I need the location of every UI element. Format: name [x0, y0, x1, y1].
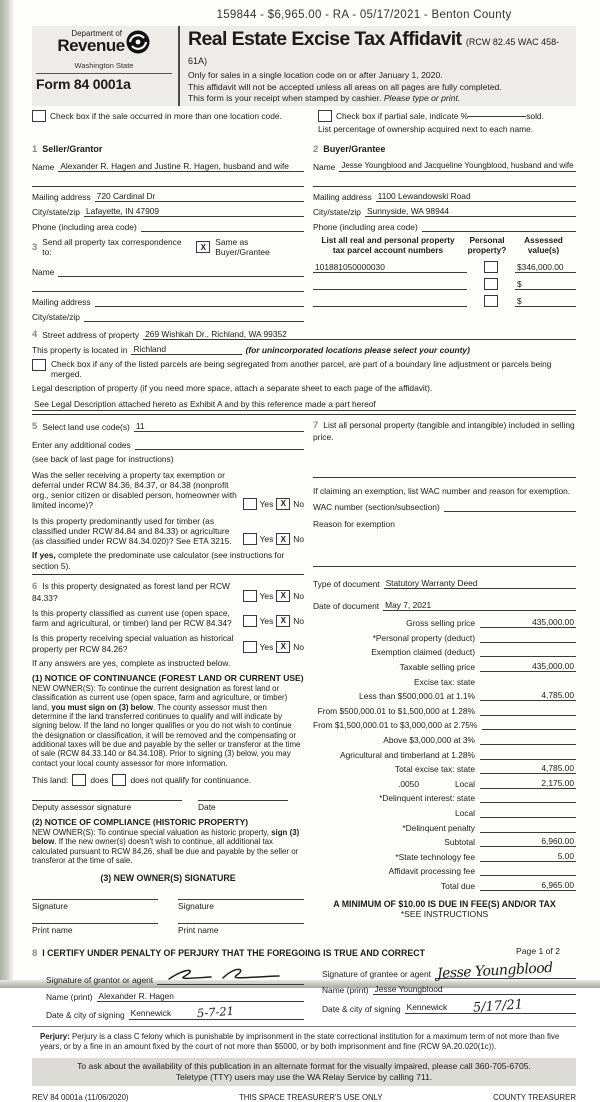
deputy-assessor-signature-line[interactable]: Deputy assessor signature — [32, 800, 182, 812]
section-divider — [32, 414, 576, 415]
legal-description-field[interactable]: See Legal Description attached hereto as Exhibit A and by this reference made a part hereof — [32, 397, 576, 411]
partial-sale-sold-label: sold. — [526, 111, 544, 122]
county-note: (for unincorporated locations please select your county) — [245, 345, 470, 356]
doc-date-field[interactable]: May 7, 2021 — [383, 600, 576, 611]
forest-question: 6 Is this property designated as forest land per RCW 84.33? — [32, 580, 230, 603]
seller-name-field[interactable]: Alexander R. Hagen and Justine R. Hagen, husband and wife — [58, 161, 304, 172]
current-use-question: Is this property classified as current use (open space, farm and agricultural, or timber) land per RCW 84.34? — [32, 607, 232, 629]
grantor-signature-scribble — [165, 966, 283, 986]
section-5-6: 5 Select land use code(s) 11 Enter any additional codes (see back of last page for instructions) Was the seller receiving a property tax exemption or deferral under RCW 84.36, 84.37, or 84.38 (nonprofit org., senior citizen or disabled person, homeowner with limited income)? Yes X No Is this property predominantly used for timber (as classified under RCW 84.84 and 84.33) or agriculture (as classified under RCW 84.34.020)? See ETA 3215. Yes X No If yes, complete the predominate use calculator (see instructions for section 5). 6 Is this property designated as forest land per RCW 84.33? Yes X No Is this property classified as current use (open space, farm and agricultural, or timber) land per RCW 84.34? Yes X No Is this property receiving special valuation as historical property per RCW 84.26? Yes X No If any answers are yes, complete as instructed below. (1) NOTICE OF CONTINUANCE (FOREST LAND OR CURRENT USE) NEW OWNER(S): To continue the current designation as forest land or classification as current use (open space, farm and agriculture, or timber) land, you must sign on (3) below. The county assessor must then determine if the land transferred continues to qualify and will indicate by signing below. If the land no longer qualifies or you do not wish to continue the designation or classification, it will be removed and the compensating or additional taxes will be due and payable by the seller or transferor at the time of sale (RCW 84.33.140 or 84.34.108). Prior to signing (3) below, you may contact your local county assessor for more information. This land: does does not qualify for continuance. Deputy assessor signature Date (2) NOTICE OF COMPLIANCE (HISTORIC PROPERTY) NEW OWNER(S): To continue special valuation as historic property, sign (3) below. If the new owner(s) doesn't wish to continue, all additional tax calculated pursuant to RCW 84.26, shall be due and payable by the seller or transferor at the time of sale. (3) NEW OWNER(S) SIGNATURE Signature Signature Print name Print name — [32, 421, 304, 936]
form-header — [32, 26, 576, 106]
grantee-handwritten-signature: Jesse Youngblood — [436, 960, 554, 983]
seller-heading: Seller/Grantor — [42, 144, 103, 155]
buyer-city-field[interactable]: Sunnyside, WA 98944 — [365, 206, 576, 217]
scan-edge-left — [0, 0, 14, 988]
personal-property-field[interactable] — [313, 466, 576, 478]
notice-compliance-title: (2) NOTICE OF COMPLIANCE (HISTORIC PROPERTY) — [32, 816, 249, 827]
additional-codes-label: Enter any additional codes — [32, 440, 131, 451]
section-3-label: Send all property tax correspondence to: — [42, 237, 182, 258]
dor-logo-block — [32, 26, 180, 106]
buyer-mailing-label: Mailing address — [313, 192, 372, 203]
does-not-qualify-checkbox[interactable] — [112, 774, 126, 786]
page-number: Page 1 of 2 — [516, 946, 560, 956]
section-4 — [32, 328, 576, 415]
forest-no-checkbox[interactable]: X — [276, 590, 290, 602]
back-note: (see back of last page for instructions) — [32, 454, 174, 465]
correspondence-mailing-label: Mailing address — [32, 297, 91, 308]
wac-number-label: WAC number (section/subsection) — [313, 501, 440, 512]
header-note-1: Only for sales in a single location code on or after January 1, 2020. — [188, 70, 443, 80]
assessed-value-field[interactable]: $346,000.00 — [515, 262, 576, 273]
same-as-buyer-checkbox[interactable]: X — [196, 241, 210, 253]
delinquent-interest-local-field[interactable] — [480, 807, 576, 818]
treasurer-stamp-line: 159844 - $6,965.00 - RA - 05/17/2021 - Benton County — [216, 9, 512, 21]
buyer-section — [313, 139, 576, 322]
parcel-row — [313, 260, 576, 273]
parcel-number-field[interactable] — [313, 296, 467, 307]
buyer-mailing-field[interactable]: 1100 Lewandowski Road — [376, 191, 576, 202]
form-title-rcw: (RCW 82.45 WAC 458-61A) — [188, 37, 560, 66]
section-2-number: 2 — [313, 144, 319, 156]
historic-question: Is this property receiving special valuation as historical property per RCW 84.26? — [32, 633, 234, 654]
grantee-name-print-label: Name (print) — [322, 985, 369, 996]
if-yes-note: If yes, complete the predominate use calculator (see instructions for section 5). — [32, 550, 285, 571]
partial-sale-label: Check box if partial sale, indicate % — [336, 111, 469, 122]
grantor-name-print-field[interactable]: Alexander R. Hagen — [97, 991, 304, 1002]
section-5-divider — [32, 574, 304, 575]
assessed-value-field[interactable]: $ — [515, 296, 576, 307]
exemption-yes-checkbox[interactable] — [243, 498, 257, 510]
seller-city-field[interactable]: Lafayette, IN 47909 — [84, 206, 304, 217]
deputy-assessor-date-line[interactable]: Date — [198, 800, 288, 812]
delinquent-penalty-field[interactable] — [480, 822, 576, 833]
located-in-label: This property is located in — [32, 345, 128, 356]
exemption-claimed-field[interactable] — [480, 646, 576, 657]
perjury-divider — [32, 1026, 576, 1027]
correspondence-city-field[interactable] — [84, 311, 304, 322]
grantor-name-print-label: Name (print) — [46, 992, 93, 1003]
state-technology-fee-field[interactable]: 5.00 — [480, 851, 576, 862]
segregated-label: Check box if any of the listed parcels are being segregated from another parcel, are part of a boundary line adjustment or parcels being merged. — [51, 359, 552, 380]
header-note-3: This form is your receipt when stamped by cashier. Please type or print. — [188, 93, 461, 104]
footer-row — [32, 1093, 576, 1102]
subtotal-field[interactable]: 6,960.00 — [480, 836, 576, 847]
historic-no-checkbox[interactable]: X — [276, 641, 290, 653]
see-instructions-note: *SEE INSTRUCTIONS — [400, 908, 489, 919]
personal-property-deduct-field[interactable] — [480, 632, 576, 643]
section-1-number: 1 — [32, 144, 38, 156]
new-owners-signature-title: (3) NEW OWNER(S) SIGNATURE — [100, 873, 236, 884]
multi-location-label: Check box if the sale occurred in more than one location code. — [50, 111, 282, 122]
parcel-number-field[interactable] — [313, 279, 467, 290]
parcel-row — [313, 277, 576, 290]
new-owner-signature-line[interactable]: Signature — [178, 899, 304, 911]
section-8-number: 8 — [32, 948, 38, 960]
doc-date-label: Date of document — [313, 600, 380, 611]
exemption-no-checkbox[interactable]: X — [276, 498, 290, 510]
timber-yes-checkbox[interactable] — [243, 533, 257, 545]
section-5-number: 5 — [32, 421, 38, 433]
personal-property-checkbox[interactable] — [484, 261, 498, 273]
grantor-signature-field[interactable] — [157, 964, 304, 985]
seller-phone-label: Phone (including area code) — [32, 222, 137, 233]
forest-yes-checkbox[interactable] — [243, 590, 257, 602]
multi-location-checkbox[interactable] — [32, 110, 46, 122]
buyer-city-label: City/state/zip — [313, 207, 361, 218]
grantee-signature-field[interactable] — [435, 960, 576, 983]
personal-property-checkbox[interactable] — [484, 278, 498, 290]
notice-continuance-body: NEW OWNER(S): To continue the current designation as forest land or classification as current use (open space, farm and agriculture, or timber) land, you must sign on (3) below. The county assessor must then determine if the land transferred continues to qualify and will indicate by signing below. If the land no longer qualifies or you do not wish to continue the designation or classification, it will be removed and the compensating or additional taxes will be due and payable by the seller or transferor at the time of sale (RCW 84.33.140 or 84.34.108). Prior to signing (3) below, you may contact your local county assessor for more information. — [32, 684, 301, 768]
grantor-signing-block — [32, 961, 304, 1020]
reason-exemption-label: Reason for exemption — [313, 518, 395, 529]
land-qualify-row: This land: does does not qualify for continuance. — [32, 774, 252, 785]
buyer-phone-label: Phone (including area code) — [313, 222, 418, 233]
seller-mailing-label: Mailing address — [32, 192, 91, 203]
personal-property-note: 7 List all personal property (tangible and intangible) included in selling price. — [313, 420, 575, 443]
parcel-number-field[interactable]: 101881050000030 — [313, 262, 467, 273]
seller-name-label: Name — [32, 162, 55, 173]
partial-sale-percent-field[interactable] — [468, 116, 526, 117]
gross-selling-price-field[interactable]: 435,000.00 — [480, 617, 576, 628]
seller-city-label: City/state/zip — [32, 207, 80, 218]
grantor-date-city-label: Date & city of signing — [46, 1009, 125, 1020]
agricultural-tax-field[interactable] — [480, 749, 576, 760]
wac-intro: If claiming an exemption, list WAC number and reason for exemption. — [313, 486, 571, 497]
dor-swirl-icon — [125, 29, 151, 60]
grantee-date-city-field[interactable]: Kennewick 5/17/21 — [405, 1000, 576, 1014]
doc-type-label: Type of document — [313, 578, 380, 589]
grantee-handwritten-date: 5/17/21 — [472, 997, 524, 1017]
accessibility-note: To ask about the availability of this publication in an alternate format for the visually impaired, please call 360-705-6705. Teletype (TTY) users may use the WA Relay Service by calling 711. — [32, 1058, 576, 1086]
grantor-handwritten-date: 5-7-21 — [196, 1004, 235, 1021]
certify-statement: I CERTIFY UNDER PENALTY OF PERJURY THAT THE FOREGOING IS TRUE AND CORRECT — [42, 948, 425, 959]
buyer-phone-field[interactable] — [422, 221, 576, 232]
land-use-label: Select land use code(s) — [42, 422, 130, 433]
buyer-name-field[interactable]: Jesse Youngblood and Jacqueline Youngblood, husband and wife — [339, 161, 576, 172]
grantor-signature-label: Signature of grantor or agent — [46, 975, 154, 986]
footer-county-treasurer: COUNTY TREASURER — [493, 1092, 576, 1102]
current-use-no-checkbox[interactable]: X — [276, 615, 290, 627]
form-number: Form 84 0001a — [36, 76, 131, 92]
grantor-date-city-field[interactable]: Kennewick 5-7-21 — [129, 1007, 304, 1020]
footer-treasurer-space: THIS SPACE TREASURER'S USE ONLY — [239, 1092, 383, 1102]
seller-mailing-field[interactable]: 720 Cardinal Dr — [95, 191, 304, 202]
legal-description-label: Legal description of property (if you need more space, attach a separate sheet to each page of the affidavit). — [32, 383, 433, 394]
buyer-extra-name-field[interactable] — [313, 175, 576, 187]
correspondence-extra-field[interactable] — [32, 280, 304, 292]
same-as-buyer-label: Same as Buyer/Grantee — [215, 237, 270, 258]
seller-section — [32, 139, 313, 322]
parcel-row — [313, 294, 576, 307]
new-owner-print-name-line[interactable]: Print name — [32, 923, 158, 935]
section-7-tax: 7 List all personal property (tangible and intangible) included in selling price. If claiming an exemption, list WAC number and reason for exemption. WAC number (section/subsection) Reason for exemption Type of document Statutory Warranty Deed Date of document May 7, 2021 Gross selling price 435,000.00 *Personal property (deduct) Exemption claimed (deduct) Taxable selling price 435,000.00 Excise tax: state Less than $500,000.01 at 1.1% 4,785.00 From $500,000.01 to $1,500,000 at 1.28% From $1,500,000.01 to $3,000,000 at 2.75% Above $3,000,000 at 3% Agricultural and timberland at 1.28% Total excise tax: state 4,785.00 .0050 Local 2,175.00 *Delinquent interest: state Local *Delinquent penalty Subtotal 6,960.00 *State technology fee 5.00 Affidavit processing fee Total due 6,965.00 A MINIMUM OF $10.00 IS DUE IN FEE(S) AND/OR TAX *SEE INSTRUCTIONS — [313, 420, 575, 919]
correspondence-city-label: City/state/zip — [32, 312, 80, 323]
land-use-field[interactable]: 11 — [134, 421, 304, 432]
exemption-question: Was the seller receiving a property tax exemption or deferral under RCW 84.36, 84.37, or 84.38 (nonprofit org., senior citizen or disabled person, homeowner with limited income)? — [32, 469, 237, 511]
street-address-field[interactable]: 269 Wishkah Dr., Richland, WA 99352 — [143, 329, 576, 340]
current-use-yes-checkbox[interactable] — [243, 615, 257, 627]
header-note-2: This affidavit will not be accepted unless all areas on all pages are fully completed. — [188, 81, 502, 92]
buyer-name-label: Name — [313, 162, 336, 173]
new-owner-print-name-line[interactable]: Print name — [178, 923, 304, 935]
parcel-table-header: List all real and personal property tax parcel account numbers Personal property? Assessed value(s) — [321, 235, 563, 256]
grantee-signing-block — [304, 961, 576, 1020]
correspondence-name-label: Name — [32, 267, 55, 278]
new-owner-signature-line[interactable]: Signature — [32, 899, 158, 911]
tier1-tax-field[interactable]: 4,785.00 — [480, 690, 576, 701]
grantee-signature-label: Signature of grantee or agent — [322, 969, 431, 980]
affidavit-processing-fee-field[interactable] — [480, 865, 576, 876]
tier3-tax-field[interactable] — [482, 719, 576, 730]
minimum-due-note: A MINIMUM OF $10.00 IS DUE IN FEE(S) AND/OR TAX — [333, 898, 556, 909]
additional-codes-field[interactable] — [135, 439, 304, 450]
located-in-field[interactable]: Richland — [131, 344, 241, 355]
street-address-label: Street address of property — [42, 330, 140, 341]
section-8 — [32, 943, 576, 1020]
correspondence-mailing-field[interactable] — [95, 296, 304, 307]
wac-number-field[interactable] — [444, 501, 576, 512]
dept-of-label: Department of — [71, 29, 123, 38]
reason-exemption-field[interactable] — [313, 555, 576, 567]
timber-question: Is this property predominantly used for timber (as classified under RCW 84.84 and 84.33) or agriculture (as classified under RCW 84.34.020)? See ETA 3215. — [32, 515, 232, 547]
grantee-date-city-label: Date & city of signing — [322, 1004, 401, 1015]
washington-state-label: Washington State — [36, 61, 172, 74]
tier4-tax-field[interactable] — [480, 734, 576, 745]
does-qualify-checkbox[interactable] — [72, 774, 86, 786]
buyer-heading: Buyer/Grantee — [323, 144, 386, 155]
segregated-checkbox[interactable] — [32, 359, 46, 371]
notice-continuance-title: (1) NOTICE OF CONTINUANCE (FOREST LAND OR CURRENT USE) — [32, 673, 304, 684]
personal-property-checkbox[interactable] — [484, 295, 498, 307]
tier2-tax-field[interactable] — [480, 705, 576, 716]
ownership-note: List percentage of ownership acquired next to each name. — [318, 124, 534, 135]
seller-extra-name-field[interactable] — [32, 175, 304, 187]
section-4-number: 4 — [32, 329, 38, 341]
historic-yes-checkbox[interactable] — [243, 641, 257, 653]
correspondence-name-field[interactable] — [58, 266, 304, 277]
local-tax-field[interactable]: 2,175.00 — [480, 778, 576, 789]
grantee-name-print-field[interactable]: Jesse Youngblood — [373, 984, 576, 995]
notice-compliance-body: NEW OWNER(S): To continue special valuation as historic property, sign (3) below. If the new owner(s) doesn't wish to continue, all additional tax calculated pursuant to RCW 84.26, shall be due and payable by the seller or transferor at the time of sale. — [32, 827, 300, 865]
taxable-selling-price-field[interactable]: 435,000.00 — [480, 661, 576, 672]
revenue-label: Revenue — [57, 36, 125, 55]
seller-phone-field[interactable] — [141, 221, 304, 232]
footer-rev: REV 84 0001a (11/06/2020) — [32, 1092, 129, 1102]
timber-no-checkbox[interactable]: X — [276, 533, 290, 545]
perjury-note: Perjury: Perjury is a class C felony which is punishable by imprisonment in the state correctional institution for a maximum term of not more than five years, or by a fine in an amount fixed by the court of not more than $5000, or by both imprisonment and fine (RCW 9A.20.020(1c)). — [40, 1031, 560, 1051]
form-title: Real Estate Excise Tax Affidavit — [188, 28, 462, 50]
total-state-tax-field[interactable]: 4,785.00 — [480, 763, 576, 774]
partial-sale-checkbox[interactable] — [318, 110, 332, 122]
total-due-field[interactable]: 6,965.00 — [480, 880, 576, 891]
assessed-value-field[interactable]: $ — [515, 279, 576, 290]
doc-type-field[interactable]: Statutory Warranty Deed — [384, 578, 576, 589]
any-yes-note: If any answers are yes, complete as instructed below. — [32, 657, 231, 668]
section-3-number: 3 — [32, 241, 38, 253]
delinquent-interest-state-field[interactable] — [480, 792, 576, 803]
